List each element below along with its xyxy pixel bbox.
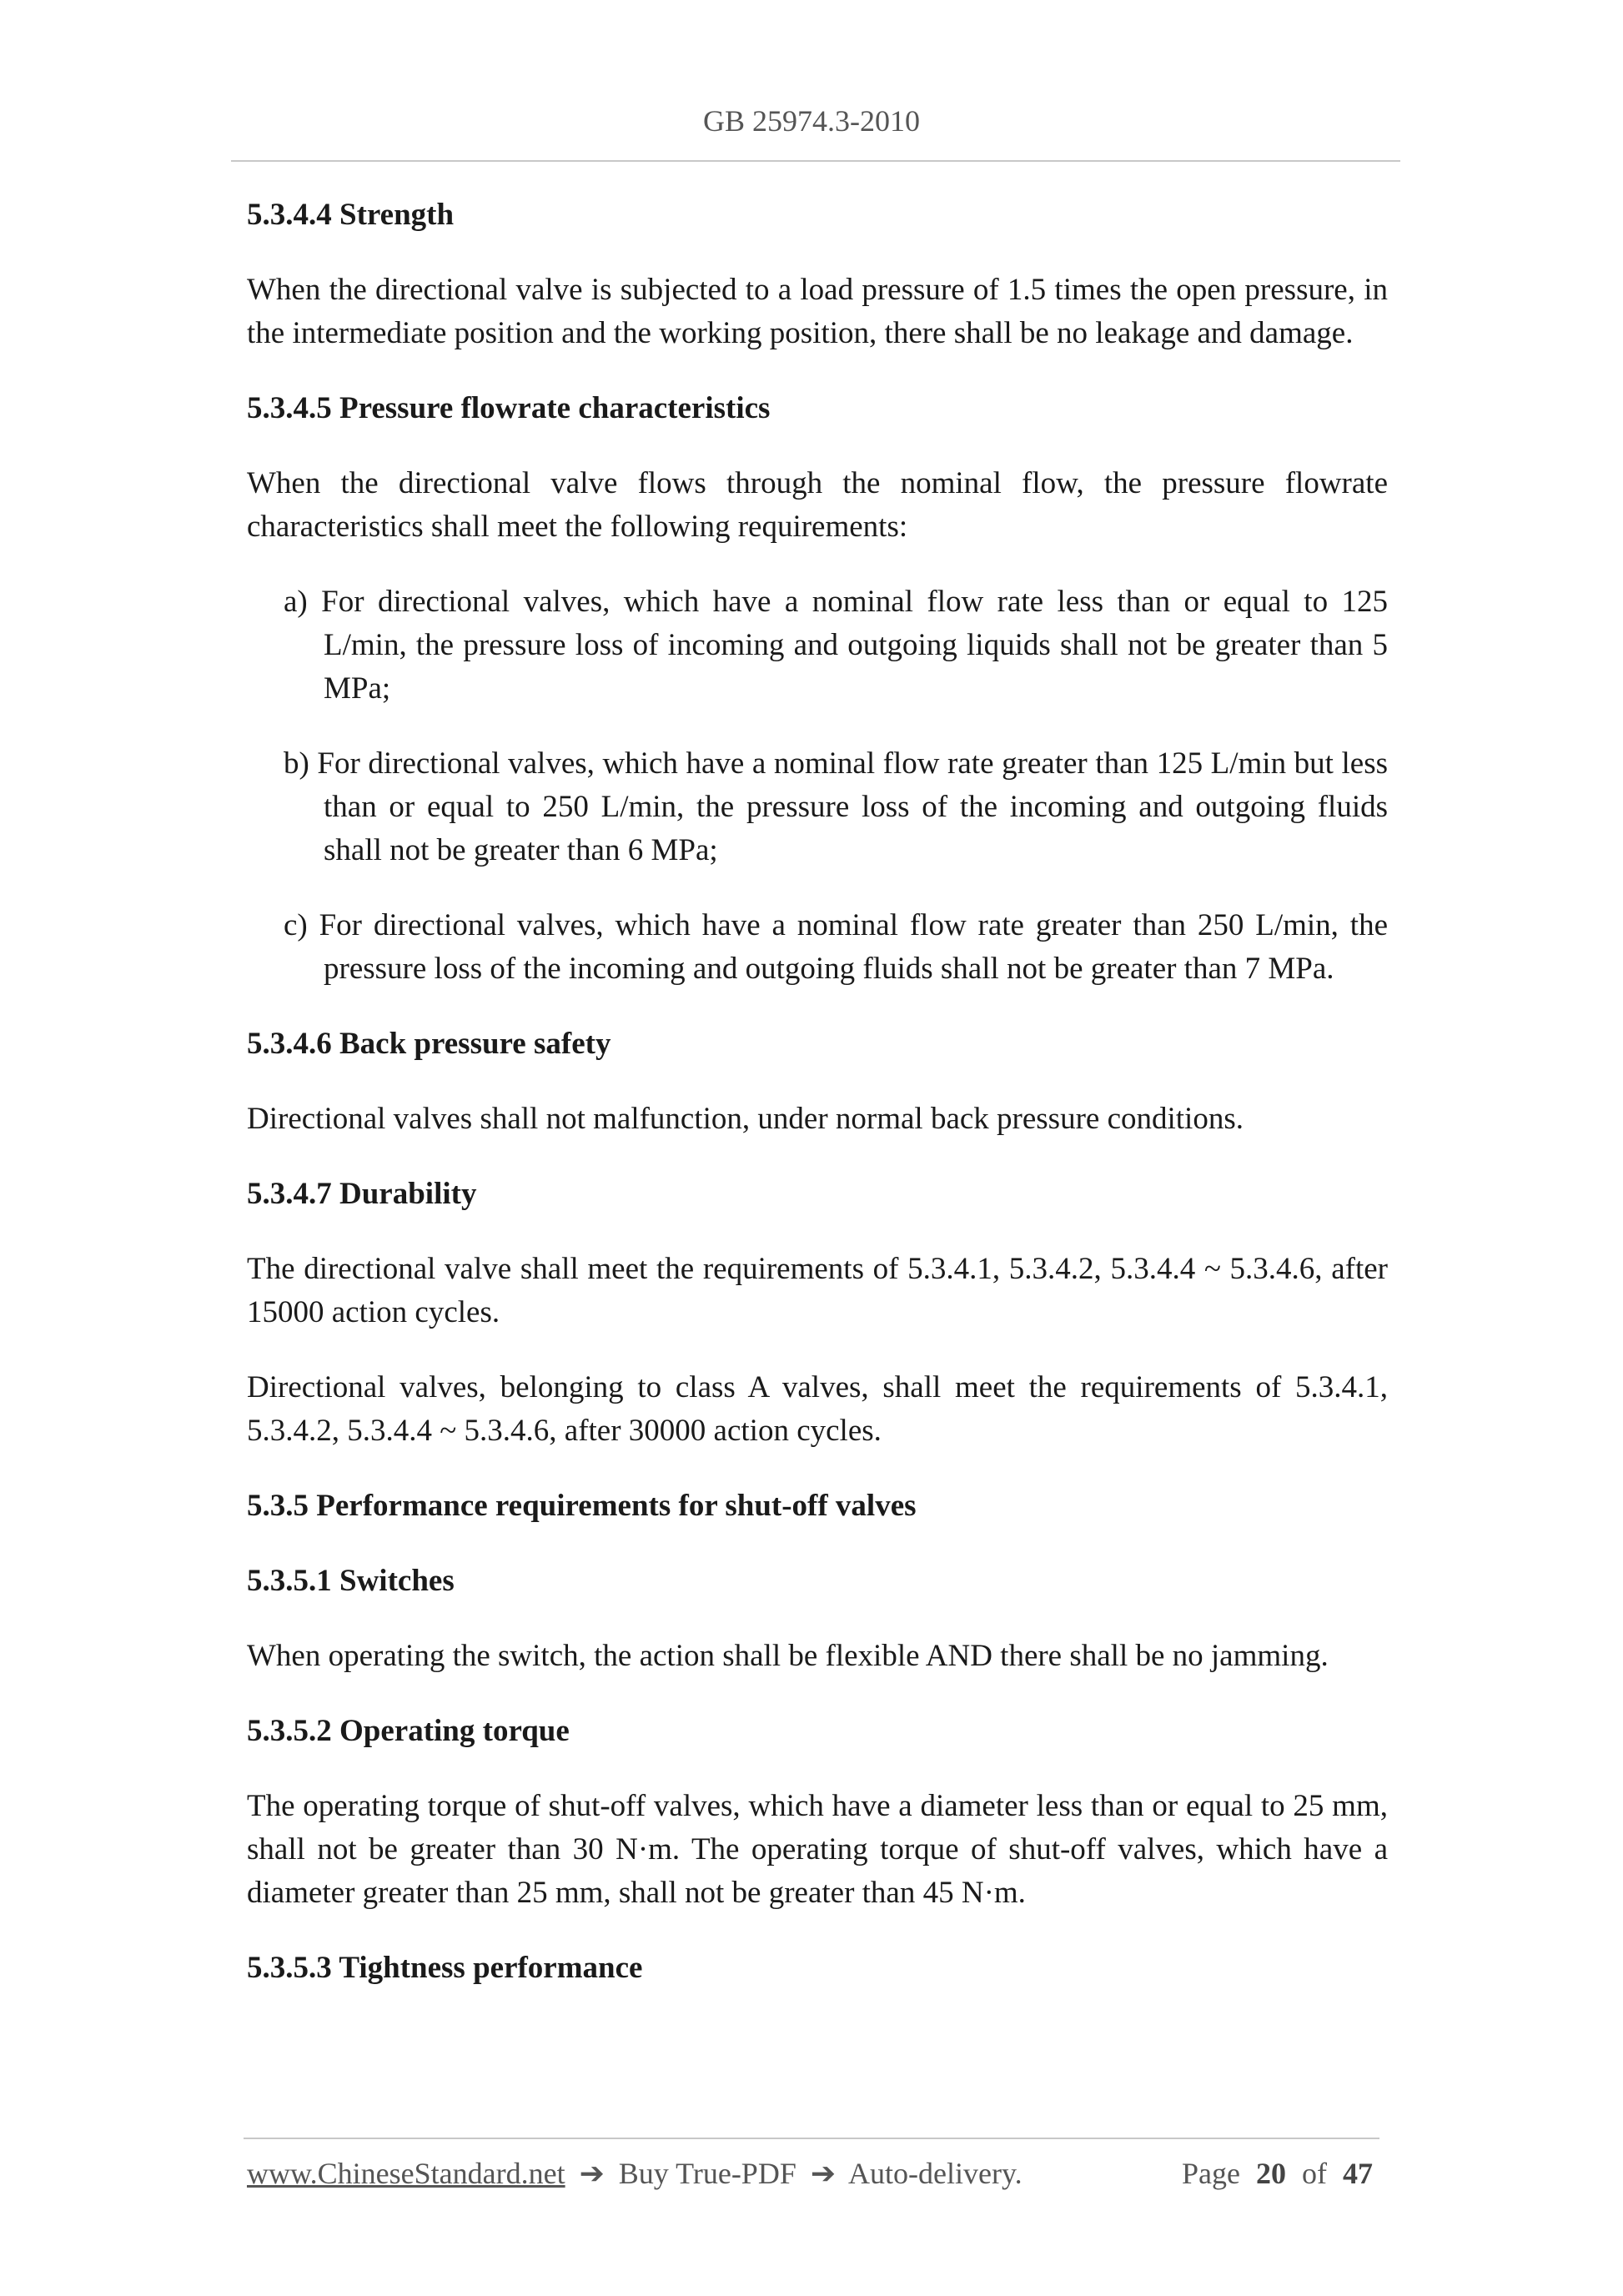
heading-5-3-4-4: 5.3.4.4 Strength [247,198,455,232]
page-label: Page [1182,2157,1240,2190]
list-item-b: b) For directional valves, which have a nominal flow rate greater than 125 L/min but less than or equal to 250 L/min, the pressure loss of the incoming and outgoing fluids shall not be greater than 6 MPa; [284,746,1388,867]
paragraph-back-pressure: Directional valves shall not malfunction, under normal back pressure conditions. [247,1102,1244,1136]
heading-5-3-4-5: 5.3.4.5 Pressure flowrate characteristics [247,391,771,425]
auto-delivery-text: Auto-delivery. [848,2157,1023,2190]
page-header: GB 25974.3-2010 [703,104,920,138]
footer-links [247,2156,1023,2191]
buy-true-pdf-text: Buy True-PDF [618,2157,796,2190]
paragraph-switches: When operating the switch, the action shall be flexible AND there shall be no jamming. [247,1639,1329,1673]
heading-5-3-5-1: 5.3.5.1 Switches [247,1564,455,1598]
paragraph-pressure-flowrate: When the directional valve flows through the nominal flow, the pressure flowrate characteristics shall meet the following requirements: [247,466,1388,544]
paragraph-durability-2: Directional valves, belonging to class A valves, shall meet the requirements of 5.3.4.1, 5.3.4.2, 5.3.4.4 ~ 5.3.4.6, after 30000 action cycles. [247,1370,1388,1448]
paragraph-operating-torque: The operating torque of shut-off valves, which have a diameter less than or equal to 25 mm, shall not be greater than 30 N·m. The operating torque of shut-off valves, which have a diameter greater than 25 mm, shall not be greater than 45 N·m. [247,1789,1388,1910]
arrow-right-icon: ➔ [810,2157,837,2190]
chinesestandard-link[interactable]: www.ChineseStandard.net [247,2157,565,2190]
list-item-a: a) For directional valves, which have a nominal flow rate less than or equal to 125 L/min, the pressure loss of incoming and outgoing liquids shall not be greater than 5 MPa; [284,585,1388,706]
footer-divider [244,2138,1379,2139]
document-body [247,193,1388,2022]
arrow-right-icon: ➔ [579,2157,605,2190]
heading-5-3-5-2: 5.3.5.2 Operating torque [247,1714,570,1748]
paragraph-durability-1: The directional valve shall meet the requirements of 5.3.4.1, 5.3.4.2, 5.3.4.4 ~ 5.3.4.6, after 15000 action cycles. [247,1252,1388,1329]
paragraph-strength: When the directional valve is subjected to a load pressure of 1.5 times the open pressure, in the intermediate position and the working position, there shall be no leakage and damage. [247,273,1388,350]
header-divider [231,160,1400,162]
page-total: 47 [1343,2157,1373,2190]
list-item-c: c) For directional valves, which have a nominal flow rate greater than 250 L/min, the pressure loss of the incoming and outgoing fluids shall not be greater than 7 MPa. [284,908,1388,986]
heading-5-3-4-6: 5.3.4.6 Back pressure safety [247,1027,611,1061]
page-number [1182,2156,1381,2191]
heading-5-3-5-3: 5.3.5.3 Tightness performance [247,1951,643,1985]
heading-5-3-5: 5.3.5 Performance requirements for shut-off valves [247,1489,917,1523]
page-of-label: of [1302,2157,1327,2190]
heading-5-3-4-7: 5.3.4.7 Durability [247,1177,477,1211]
page-footer [247,2156,1381,2191]
page-current: 20 [1256,2157,1286,2190]
